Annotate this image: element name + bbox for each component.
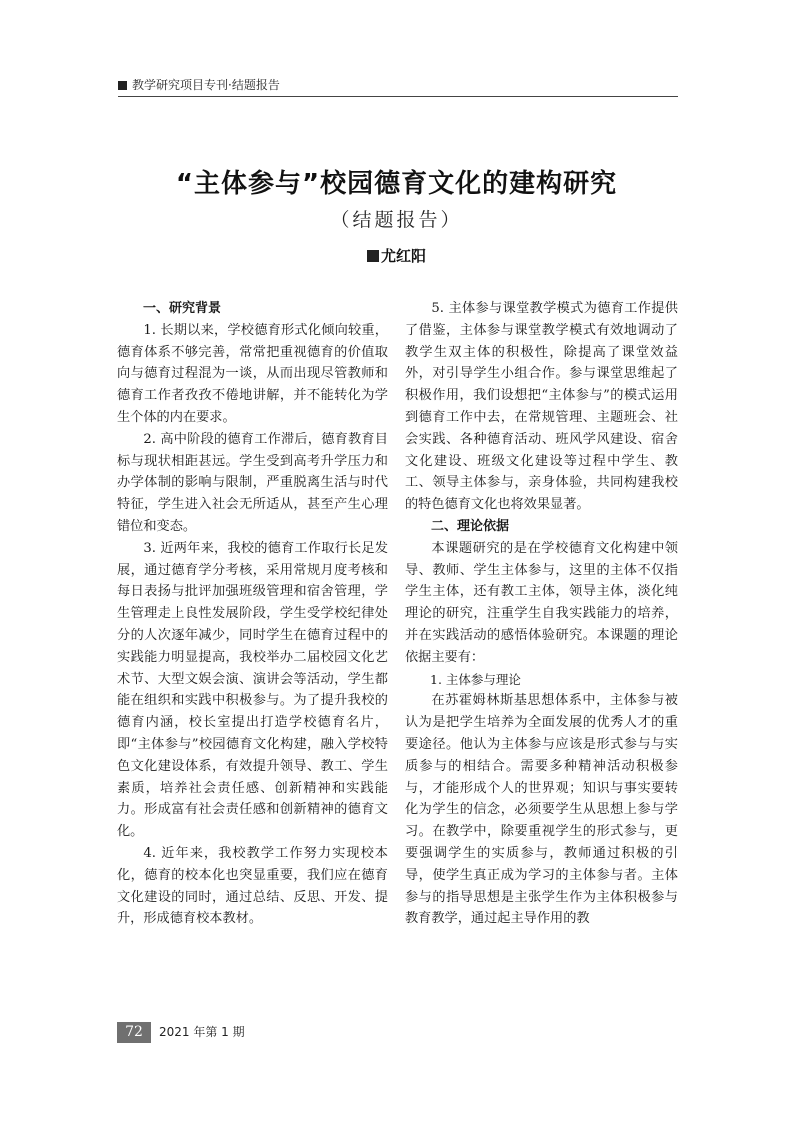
paragraph: 在苏霍姆林斯基思想体系中，主体参与被认为是把学生培养为全面发展的优秀人才的重要途径。他认为主体参与应该是形式参与与实质参与的相结合。需要多种精神活动积极参与，才能形成个人的世界观；知识与事实要转化为学生的信念，必须要学生从思想上参与学习。在教学中，除要重视学生的形式参与，更要强调学生的实质参与，教师通过积极的引导，使学生真正成为学习的主体参与者。主体参与的指导思想是主张学生作为主体积极参与教育教学，通过起主导作用的教 bbox=[405, 693, 678, 927]
running-title: 教学研究项目专刊·结题报告 bbox=[132, 78, 280, 92]
paragraph: 1. 长期以来，学校德育形式化倾向较重，德育体系不够完善，常常把重视德育的价值取向与德育过程混为一谈，从而出现尽管教师和德育工作者孜孜不倦地讲解，并不能转化为学生个体的内在要求。 bbox=[117, 322, 388, 425]
paragraph: 2. 高中阶段的德育工作滞后，德育教育目标与现状相距甚远。学生受到高考升学压力和办学体制的影响与限制，严重脱离生活与时代特征，学生进入社会无所适从，甚至产生心理错位和变态。 bbox=[117, 431, 388, 534]
section-heading-background: 一、研究背景 bbox=[143, 301, 222, 316]
page-number: 72 bbox=[117, 1022, 151, 1043]
right-column bbox=[405, 298, 678, 930]
square-bullet-icon bbox=[367, 250, 379, 262]
author-name: 尤红阳 bbox=[380, 247, 426, 265]
square-bullet-icon bbox=[118, 81, 127, 90]
paragraph: 本课题研究的是在学校德育文化构建中领导、教师、学生主体参与，这里的主体不仅指学生主体，还有教工主体，领导主体，淡化纯理论的研究，注重学生自我实践能力的培养，并在实践活动的感悟体验研究。本课题的理论依据主要有： bbox=[405, 540, 678, 665]
paragraph: 3. 近两年来，我校的德育工作取行长足发展，通过德育学分考核，采用常规月度考核和每日表扬与批评加强班级管理和宿舍管理，学生管理走上良性发展阶段，学生受学校纪律处分的人次逐年减少，同时学生在德育过程中的实践能力明显提高，我校举办二届校园文化艺术节、大型文娱会演、演讲会等活动，学生都能在组织和实践中积极参与。为了提升我校的德育内涵，校长室提出打造学校德育名片，即“主体参与”校园德育文化构建，融入学校特色文化建设体系，有效提升领导、教工、学生素质，培养社会责任感、创新精神和实践能力。形成富有社会责任感和创新精神的德育文化。 bbox=[117, 540, 388, 840]
running-header bbox=[118, 74, 678, 97]
left-column bbox=[117, 298, 388, 930]
paragraph: 4. 近年来，我校教学工作努力实现校本化，德育的校本化也突显重要，我们应在德育文化建设的同时，通过总结、反思、开发、提升，形成德育校本教材。 bbox=[117, 845, 388, 927]
article-title: “主体参与”校园德育文化的建构研究 bbox=[175, 169, 618, 199]
paragraph: 5. 主体参与课堂教学模式为德育工作提供了借鉴，主体参与课堂教学模式有效地调动了教学生双主体的积极性，除提高了课堂效益外，对引导学生小组合作。参与课堂思维起了积极作用，我们设想把“主体参与”的模式运用到德育工作中去，在常规管理、主题班会、社会实践、各种德育活动、班风学风建设、宿舍文化建设、班级文化建设等过程中学生、教工、领导主体参与，亲身体验，共同构建我校的特色德育文化也将效果显著。 bbox=[405, 301, 678, 513]
article-author bbox=[0, 245, 793, 266]
section-heading-theory: 二、理论依据 bbox=[431, 518, 510, 534]
issue-label: 2021 年第 1 期 bbox=[159, 1025, 245, 1039]
article-subtitle: （结题报告） bbox=[330, 209, 463, 231]
subsection-heading: 1. 主体参与理论 bbox=[430, 671, 521, 687]
